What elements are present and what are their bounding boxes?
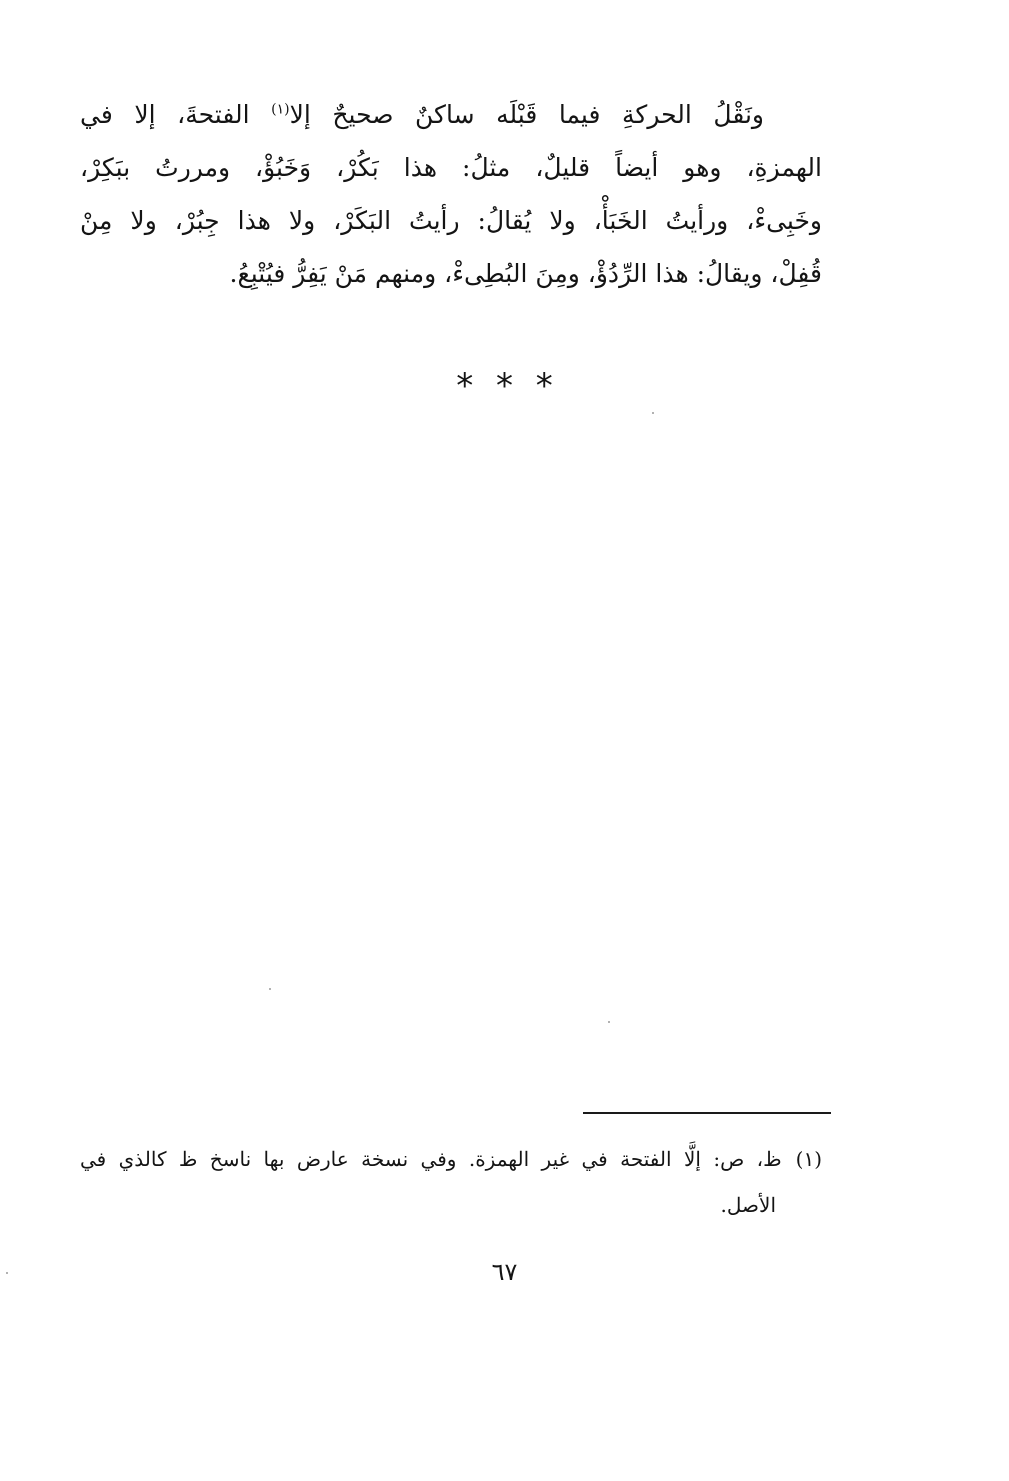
footnote-line-2: الأصل. (720, 1193, 776, 1217)
footnote (80, 1136, 822, 1228)
text-line-3: وخَبِىءْ، ورأيتُ الخَبَأْ، ولا يُقالُ: رأيتُ البَكَرْ، ولا هذا جِبُرْ، ولا مِنْ (80, 206, 822, 235)
footnote-number: (١) (795, 1147, 822, 1171)
text-line-1-end: الفتحةَ، إلا في (80, 100, 250, 129)
footnote-reference[interactable]: (١) (271, 101, 290, 118)
section-separator (0, 366, 1009, 406)
page-number: ٦٧ (491, 1258, 518, 1286)
text-line-2: الهمزةِ، وهو أيضاً قليلٌ، مثلُ: هذا بَكُرْ، وَخَبُؤْ، ومررتُ ببَكِرْ، (80, 153, 822, 182)
text-line-1 (80, 88, 822, 141)
main-paragraph (80, 88, 822, 300)
scan-speck (269, 988, 271, 990)
text-line-4: قُفِلْ، ويقالُ: هذا الرِّدُؤْ، ومِنَ البُطِىءْ، ومنهم مَنْ يَفِرُّ فيُتْبِعُ. (229, 259, 822, 288)
footnote-text-1: ظ، ص: إلَّا الفتحة في غير الهمزة. وفي نسخة عارض بها ناسخ ظ كالذي في (80, 1147, 782, 1171)
footnote-divider (583, 1112, 831, 1114)
scan-speck (608, 1021, 610, 1023)
footnote-line-1 (80, 1136, 822, 1182)
scan-speck (6, 1272, 8, 1274)
text-line-1-start: ونَقْلُ الحركةِ فيما قَبْلَه ساكنٌ صحيحٌ إلا (289, 100, 765, 129)
scan-speck (652, 412, 654, 414)
separator-asterisks: * * * (456, 366, 559, 406)
